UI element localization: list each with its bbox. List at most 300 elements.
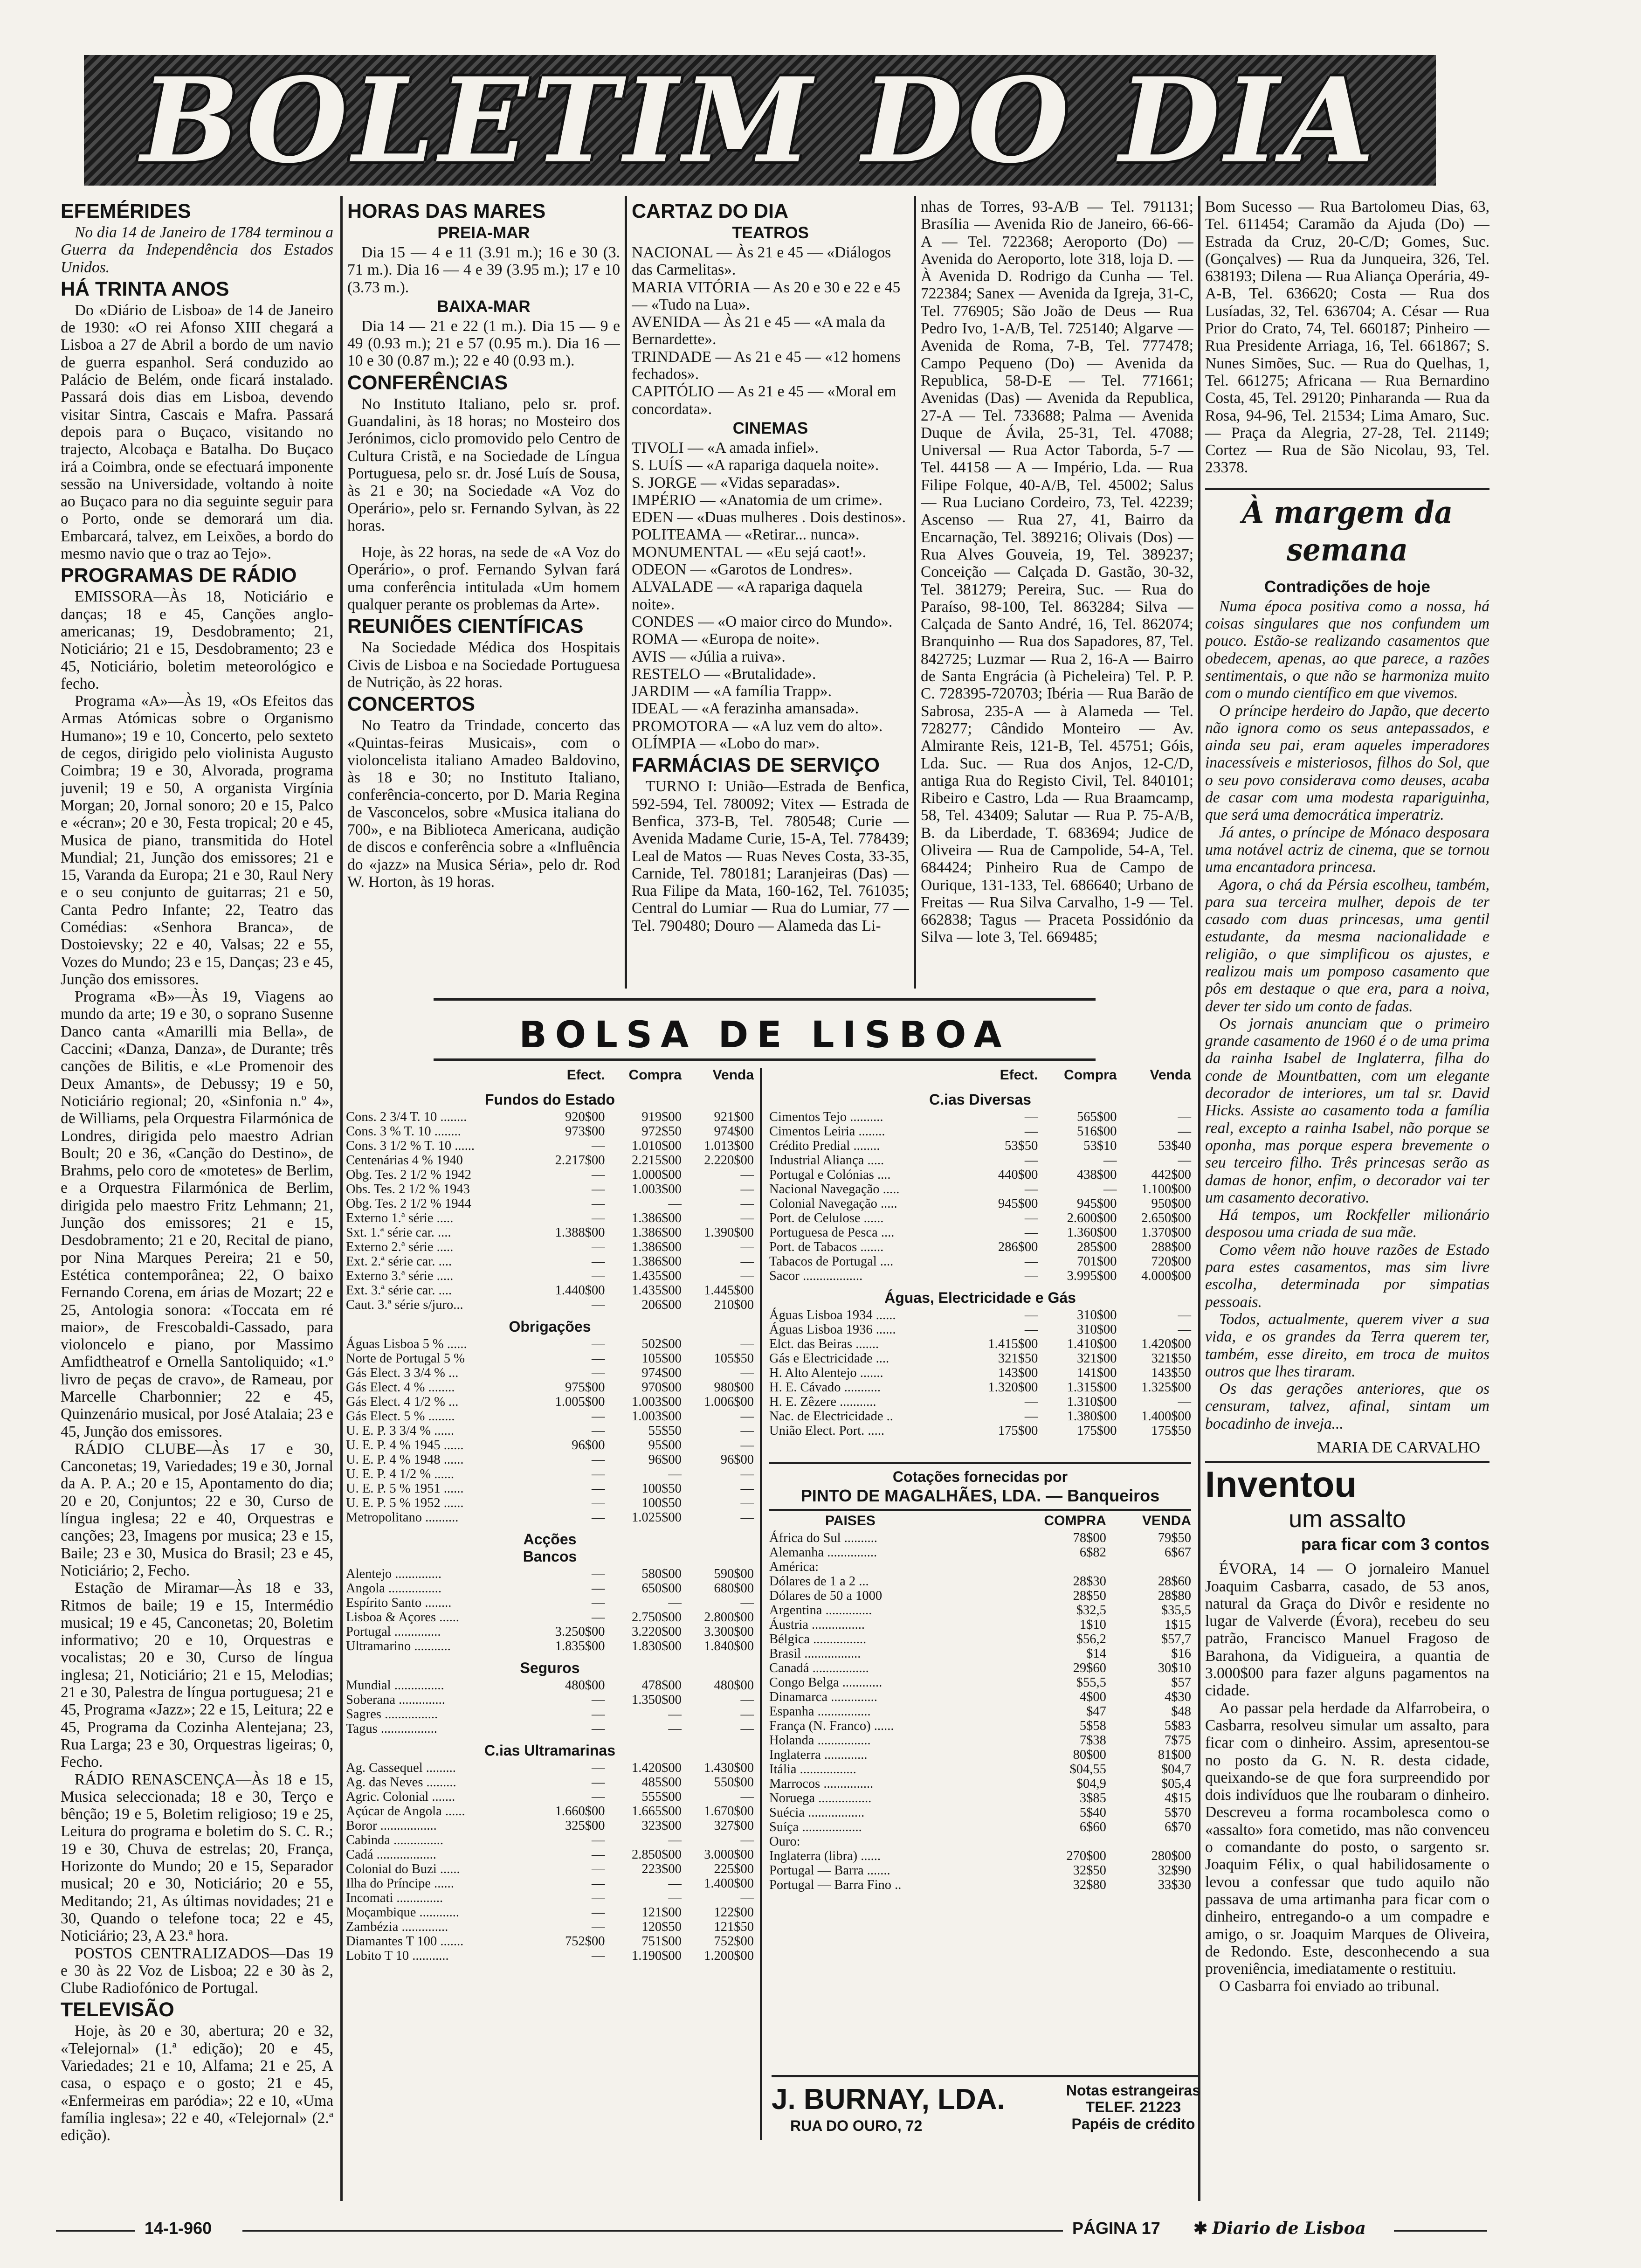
compra-value: 974$00	[641, 1366, 682, 1380]
currency-name: Alemanha ...............	[769, 1545, 877, 1560]
table-row	[769, 1834, 1191, 1849]
efect-value: —	[591, 1510, 605, 1525]
table-row	[346, 1833, 754, 1847]
table-row	[769, 1878, 1191, 1892]
cinema-item: S. JORGE — «Vidas separadas».	[632, 474, 840, 491]
cotacoes-heading: Cotações fornecidas por	[892, 1468, 1068, 1485]
venda-value: 1.445$00	[704, 1283, 754, 1298]
group-title: C.ias Ultramarinas	[484, 1742, 615, 1759]
compra-value: 175$00	[1076, 1424, 1117, 1438]
compra-value: 55$50	[648, 1424, 682, 1438]
teatro-item: CAPITÓLIO — As 21 e 45 — «Moral em concordata».	[632, 383, 896, 418]
table-row	[346, 1337, 754, 1351]
conferencias-text: Hoje, às 22 horas, na sede de «A Voz do Operário», o prof. Fernando Sylvan fará uma conferência intitulada «Um homem qualquer perante os problemas da Arte».	[347, 544, 620, 614]
table-row	[346, 1775, 754, 1790]
venda-value: —	[740, 1722, 754, 1736]
venda-value: 280$00	[1151, 1849, 1191, 1863]
security-name: Ilha do Príncipe ......	[346, 1876, 454, 1891]
efect-value: 286$00	[998, 1240, 1038, 1254]
table-row	[346, 1934, 754, 1949]
efect-value: —	[591, 1876, 605, 1891]
concertos-text: No Teatro da Trindade, concerto das «Quintas-feiras Musicais», com o violoncelista italiano Amadeo Baldovino, às 18 e 30; no Instituto Italiano, conferência-concerto, por D. Maria Regina de Vasconcelos, sobre «Musica italiana do 700», e na Biblioteca Americana, audição de discos e conferência sobre a «Influência do «jazz» na Musica Séria», pelo dr. Rod W. Horton, às 19 horas.	[347, 717, 620, 891]
venda-value: 1.325$00	[1141, 1380, 1191, 1395]
efect-value: —	[591, 1298, 605, 1312]
table-row	[769, 1675, 1191, 1690]
currency-name: Portugal — Barra .......	[769, 1863, 890, 1878]
article-paragraph: Numa época positiva como a nossa, há coisas singulares que nos confundem um pouco. Estão-se realizando casamentos que obedecem, apenas, ao que parece, a razões sentimentais, o que não se harmoniza muito com o mundo científico em que vivemos.	[1205, 597, 1489, 702]
venda-value: 1.370$00	[1141, 1225, 1191, 1240]
table-row	[769, 1574, 1191, 1589]
security-name: Lisboa & Açores ......	[346, 1610, 460, 1625]
compra-value: 141$00	[1076, 1366, 1117, 1380]
security-name: Ag. Cassequel .........	[346, 1761, 456, 1775]
currency-name: França (N. Franco) ......	[769, 1719, 894, 1733]
news-paragraph: ÉVORA, 14 — O jornaleiro Manuel Joaquim Casbarra, casado, de 53 anos, natural da Graça do Divôr e residente no lugar de Valverde (Évora), recebeu do seu patrão, Francisco Manuel Fragoso de Barahona, da Vidigueira, a quantia de 3.000$00 para fazer alguns pagamentos na cidade.	[1205, 1560, 1489, 1700]
table-row	[346, 1510, 754, 1525]
efect-value: —	[591, 1905, 605, 1920]
compra-value: 1.010$00	[632, 1139, 682, 1153]
security-name: Externo 3.ª série .....	[346, 1269, 454, 1283]
table-row	[346, 1876, 754, 1891]
compra-value: 502$00	[641, 1337, 682, 1351]
efect-value: 1.005$00	[555, 1395, 605, 1409]
article-paragraph: Os das gerações anteriores, que os censuram, talvez, afinal, sintam um bocadinho de inveja...	[1205, 1380, 1489, 1432]
security-name: Gás Elect. 4 % ........	[346, 1380, 455, 1395]
venda-value: 3.300$00	[704, 1625, 754, 1639]
compra-value: 1.003$00	[632, 1409, 682, 1424]
table-row	[769, 1704, 1191, 1719]
table-row	[346, 1124, 754, 1139]
table-row	[346, 1610, 754, 1625]
column-5	[1205, 198, 1489, 2203]
security-name: União Elect. Port. .....	[769, 1424, 884, 1438]
efect-value: 3.250$00	[555, 1625, 605, 1639]
security-name: Sxt. 1.ª série car. ....	[346, 1225, 451, 1240]
efect-value: 96$00	[572, 1438, 605, 1452]
cinema-item: IMPÉRIO — «Anatomia de um crime».	[632, 491, 883, 509]
efect-value: —	[591, 1168, 605, 1182]
table-row	[346, 1639, 754, 1653]
table-row	[769, 1661, 1191, 1675]
compra-value: 3$85	[1079, 1791, 1106, 1805]
col-header: VENDA	[1142, 1513, 1191, 1528]
security-name: Gás Elect. 4 1/2 % ...	[346, 1395, 459, 1409]
compra-value: 2.750$00	[632, 1610, 682, 1625]
efect-value: 325$00	[565, 1819, 605, 1833]
compra-value: 120$50	[641, 1920, 682, 1934]
venda-value: 950$00	[1151, 1196, 1191, 1211]
cinema-item: JARDIM — «A família Trapp».	[632, 683, 832, 700]
security-name: Ext. 3.ª série car. ....	[346, 1283, 452, 1298]
venda-value: —	[740, 1596, 754, 1610]
compra-value: 1.386$00	[632, 1211, 682, 1225]
efect-value: —	[591, 1211, 605, 1225]
efect-value: —	[1024, 1409, 1038, 1424]
efect-value: —	[591, 1833, 605, 1847]
cinema-item: OLÍMPIA — «Lobo do mar».	[632, 735, 820, 753]
table-row	[769, 1820, 1191, 1834]
security-name: Espírito Santo ........	[346, 1596, 452, 1610]
security-name: Cabinda ...............	[346, 1833, 443, 1847]
compra-value: $47	[1086, 1704, 1106, 1719]
compra-value: 310$00	[1076, 1308, 1117, 1322]
venda-value: —	[1178, 1110, 1191, 1124]
table-row	[769, 1168, 1191, 1182]
security-name: H. Alto Alentejo .......	[769, 1366, 883, 1380]
efect-value: —	[591, 1596, 605, 1610]
table-row	[769, 1337, 1191, 1351]
venda-value: —	[740, 1693, 754, 1707]
venda-value: —	[740, 1510, 754, 1525]
table-row	[346, 1949, 754, 1963]
venda-value: —	[740, 1337, 754, 1351]
compra-value: 478$00	[641, 1678, 682, 1693]
cinema-item: ODEON — «Garotos de Londres».	[632, 561, 853, 579]
table-row	[346, 1283, 754, 1298]
cinema-item: AVIS — «Júlia a ruiva».	[632, 648, 786, 665]
table-row	[346, 1168, 754, 1182]
burnay-line: Notas estrangeiras	[1066, 2082, 1200, 2099]
article-paragraph: Como vêem não houve razões de Estado para estes casamentos, mas sim livre escolha, determinada por simpatias pessoais.	[1205, 1241, 1489, 1311]
table-row	[769, 1777, 1191, 1791]
compra-value: 5$58	[1079, 1719, 1106, 1733]
cinema-item: IDEAL — «A ferazinha amansada».	[632, 700, 859, 718]
compra-value: 2.215$00	[632, 1153, 682, 1168]
security-name: Nacional Navegação .....	[769, 1182, 900, 1196]
venda-value: 4$30	[1165, 1690, 1191, 1704]
venda-value: 105$50	[714, 1351, 754, 1366]
cotacoes-source: PINTO DE MAGALHÃES, LDA. — Banqueiros	[769, 1486, 1191, 1511]
article-paragraph: Os jornais anunciam que o primeiro grande casamento de 1960 é o de uma prima da rainha Isabel de Inglaterra, filha do conde de Mountbatten, com um elegante decorador de interiores, um tal sr. David Hicks. Assiste ao casamento toda a família real, excepto a rainha Isabel, não porque se oponha, mas porque espera brevemente o seu terceiro filho. Três princesas serão as damas de honor, enfim, o decorador vai ter um casamento decorativo.	[1205, 1015, 1489, 1206]
compra-value: 1.420$00	[632, 1761, 682, 1775]
reunioes-heading: REUNIÕES CIENTÍFICAS	[347, 615, 584, 638]
compra-value: 516$00	[1076, 1124, 1117, 1139]
column-rule	[625, 196, 627, 989]
col-header: Venda	[712, 1067, 754, 1083]
security-name: Port. de Tabacos .......	[769, 1240, 884, 1254]
security-name: Obs. Tes. 2 1/2 % 1943	[346, 1182, 470, 1196]
tv-text: Hoje, às 20 e 30, abertura; 20 e 32, «Telejornal» (1.ª edição); 20 e 45, Variedades; 21 e 10, Alfama; 21 e 25, A casa, o espaço e o gosto; 21 e 45, «Enfermeiras em paródia»; 22 e 10, «Uma família inglesa»; 22 e 40, «Telejornal» (2.ª edição).	[61, 2022, 333, 2144]
security-name: Águas Lisboa 1934 ......	[769, 1308, 896, 1322]
table-row	[769, 1805, 1191, 1820]
venda-value	[1106, 1560, 1191, 1574]
compra-value: 1.350$00	[632, 1693, 682, 1707]
table-row	[346, 1395, 754, 1409]
table-row	[769, 1424, 1191, 1438]
efect-value: —	[591, 1409, 605, 1424]
compra-value: 555$00	[641, 1790, 682, 1804]
compra-value: 1.435$00	[632, 1283, 682, 1298]
compra-value: 2.600$00	[1067, 1211, 1117, 1225]
teatros-heading: TEATROS	[732, 224, 809, 242]
efect-value: —	[591, 1269, 605, 1283]
venda-value: 28$60	[1158, 1574, 1191, 1589]
security-name: Portugal e Colónias ....	[769, 1168, 891, 1182]
venda-value: 752$00	[714, 1934, 754, 1949]
venda-value: 3.000$00	[704, 1847, 754, 1862]
table-row	[769, 1395, 1191, 1409]
security-name: Obg. Tes. 2 1/2 % 1942	[346, 1168, 472, 1182]
table-row	[346, 1625, 754, 1639]
news-paragraph: Ao passar pela herdade da Alfarrobeira, o Casbarra, resolveu simular um assalto, para ficar com o dinheiro. Assim, apresentou-se no posto da G. N. R. desta cidade, queixando-se de que fora surpreendido por dois indivíduos que lhe roubaram o dinheiro. Descreveu a forma rocambolesca como o «assalto» fora cometido, mas não convenceu o comandante do posto, o sargento sr. Joaquim Félix, o qual habilidosamente o levou a confessar que tudo aquilo não passava de uma artimanha para ficar com o dinheiro, entregando-o a um compadre e amigo, o sr. Joaquim Marques de Oliveira, de Redondo. Este, desconhecendo a sua proveniência, imediatamente o restituiu.	[1205, 1699, 1489, 1978]
compra-value: 701$00	[1076, 1254, 1117, 1269]
security-name: Port. de Celulose ......	[769, 1211, 884, 1225]
compra-value: 970$00	[641, 1380, 682, 1395]
venda-value: —	[740, 1707, 754, 1722]
col-header: Compra	[628, 1067, 682, 1083]
compra-value: 1.386$00	[632, 1254, 682, 1269]
venda-value: 1.400$00	[704, 1876, 754, 1891]
venda-value: 121$50	[714, 1920, 754, 1934]
efect-value: 53$50	[1005, 1139, 1038, 1153]
table-row	[769, 1863, 1191, 1878]
farmacias-continued: Bom Sucesso — Rua Bartolomeu Dias, 63, Tel. 611454; Caramão da Ajuda (Do) — Estrada da Cruz, 20-C/D; Gomes, Suc. (Gonçalves) — Rua da Junqueira, 326, Tel. 638193; Dilena — Rua Aliança Operária, 49-A-B, Tel. 636620; Costa — Rua dos Lusíadas, 32, Tel. 636704; A. César — Rua Prior do Crato, 74, Tel. 660187; Pinheiro — Rua Presidente Arriaga, 16, Tel. 661867; S. Nunes Simões, Suc. — Rua do Quelhas, 1, Tel. 661275; Africana — Rua Bernardino Costa, 45, Tel. 29120; Pinharanda — Rua da Rosa, 94-96, Tel. 21534; Lima Amaro, Suc. — Praça da Alegria, 27-28, Tel. 21149; Cortez — Rua de São Nicolau, 93, Tel. 23378.	[1205, 198, 1489, 477]
efect-value: —	[1024, 1153, 1038, 1168]
security-name: Mundial ...............	[346, 1678, 444, 1693]
venda-value: —	[740, 1481, 754, 1496]
efect-value: —	[591, 1920, 605, 1934]
efect-value: —	[591, 1790, 605, 1804]
venda-value: —	[740, 1211, 754, 1225]
security-name: Águas Lisboa 1936 ......	[769, 1322, 896, 1337]
venda-value: 321$50	[1151, 1351, 1191, 1366]
radio-paragraph: Programa «A»—Às 19, «Os Efeitos das Armas Atómicas sobre o Organismo Humano»; 19 e 10, Concerto, pelo sexteto de cegos, dirigido pelo violinista Augusto Coimbra; 19 e 30, Alvorada, programa juvenil; 19 e 50, A organista Virgínia Morgan; 20, Jornal sonoro; 20 e 15, Palco e «écran»; 20 e 30, Festa tropical; 20 e 45, Musica de piano, transmitida do Hotel Mundial; 21, Junção dos emissores; 21 e 15, Varanda da Europa; 21 e 30, Raul Nery e o seu conjunto de guitarras; 21 e 50, Canta Pedro Infante; 22, Teatro das Comédias: «Senhora Branca», de Dostoievsky; 22 e 40, Valsas; 22 e 55, Vozes do Mundo; 23 e 15, Danças; 23 e 45, Junção dos emissores.	[61, 692, 333, 988]
table-row	[769, 1791, 1191, 1805]
compra-value: 1.435$00	[632, 1269, 682, 1283]
mares-heading: HORAS DAS MARES	[347, 200, 546, 222]
venda-value: 327$00	[714, 1819, 754, 1833]
bolsa-left-table	[346, 1068, 754, 1963]
efect-value: —	[1024, 1225, 1038, 1240]
burnay-line: TELEF. 21223	[1085, 2099, 1181, 2116]
efemerides-text: No dia 14 de Janeiro de 1784 terminou a Guerra da Independência dos Estados Unidos.	[61, 224, 333, 276]
venda-value: 1.006$00	[704, 1395, 754, 1409]
efect-value: —	[591, 1240, 605, 1254]
table-row	[346, 1722, 754, 1736]
compra-value: 29$60	[1073, 1661, 1106, 1675]
compra-value: 6$82	[1079, 1545, 1106, 1560]
venda-value: 143$50	[1151, 1366, 1191, 1380]
efect-value: —	[591, 1496, 605, 1510]
concertos-heading: CONCERTOS	[347, 693, 475, 716]
security-name: Cons. 2 3/4 T. 10 ........	[346, 1110, 467, 1124]
security-name: Cadá ..................	[346, 1847, 436, 1862]
table-row	[346, 1496, 754, 1510]
tv-heading: TELEVISÃO	[61, 1998, 174, 2021]
compra-value: —	[668, 1891, 682, 1905]
efect-value: —	[1024, 1395, 1038, 1409]
venda-value: 2.800$00	[704, 1610, 754, 1625]
efect-value: —	[591, 1722, 605, 1736]
compra-value: 1.025$00	[632, 1510, 682, 1525]
table-row	[346, 1862, 754, 1876]
compra-value: —	[668, 1876, 682, 1891]
article-paragraph: Há tempos, um Rockfeller milionário desposou uma criada de sua mãe.	[1205, 1206, 1489, 1241]
venda-value: —	[740, 1467, 754, 1481]
compra-value: 945$00	[1076, 1196, 1117, 1211]
efect-value: 1.835$00	[555, 1639, 605, 1653]
table-row	[769, 1139, 1191, 1153]
efect-value: —	[591, 1351, 605, 1366]
table-row	[769, 1269, 1191, 1283]
venda-value: 1.390$00	[704, 1225, 754, 1240]
group-title: Águas, Electricidade e Gás	[884, 1289, 1076, 1306]
radio-paragraph: Programa «B»—Às 19, Viagens ao mundo da arte; 19 e 30, o soprano Susenne Danco canta «Amarilli mia Bella», de Caccini; «Danza, Danza», de Durante; três canções de Bilitis, e «Le Promenoir des Deux Amants», de Debussy; 19 e 50, Noticiário regional; 20, «Sinfonia n.º 4», de Williams, pela Orquestra Filarmónica de Londres, dirigida pelo maestro Adrian Boult; 20 e 36, «Canção do Destino», de Brahms, pelo coro de «motetes» de Berlim, e a Orquestra Filarmónica de Berlim, dirigida pelo maestro Fritz Lehmann; 21, Junção dos emissores; 21 e 15, Desdobramento; 21 e 20, Recital de piano, por Nina Marques Pereira; 21 e 50, Estética contemporânea; 22, O baixo Fernando Corena, em árias de Mozart; 22 e 25, Antologia sonora: «Toccata em ré maior», de Frescobaldi-Cassado, para violoncelo e piano, por Massimo Amfidtheatrof e Ornella Santoliquido; «1.º livro de peças de cravo», de Rameau, por Marcelle Charbonnier; 22 e 45, Quinzenário musical, por José Atalaia; 23 e 45, Junção dos emissores.	[61, 988, 333, 1440]
security-name: H. E. Zêzere ...........	[769, 1395, 876, 1409]
security-name: Gás Elect. 3 3/4 % ...	[346, 1366, 459, 1380]
venda-value: $16	[1171, 1646, 1191, 1661]
inventou-subtitle: um assalto	[1289, 1506, 1406, 1533]
security-name: U. E. P. 3 3/4 % ......	[346, 1424, 454, 1438]
compra-value: 1.665$00	[632, 1804, 682, 1819]
compra-value: 6$60	[1079, 1820, 1106, 1834]
compra-value: 78$00	[1073, 1531, 1106, 1545]
venda-value: $04,7	[1161, 1762, 1191, 1777]
compra-value: 1.190$00	[632, 1949, 682, 1963]
column-1	[61, 198, 333, 2199]
venda-value: 53$40	[1158, 1139, 1191, 1153]
efect-value: 480$00	[565, 1678, 605, 1693]
currency-name: Espanha ................	[769, 1704, 871, 1719]
security-name: Norte de Portugal 5 %	[346, 1351, 465, 1366]
cinema-item: S. LUÍS — «A rapariga daquela noite».	[632, 456, 879, 474]
compra-value: 1.410$00	[1067, 1337, 1117, 1351]
currency-name: Canadá .................	[769, 1661, 869, 1675]
compra-value: 650$00	[641, 1581, 682, 1596]
currency-name: Inglaterra .............	[769, 1748, 868, 1762]
venda-value: —	[740, 1240, 754, 1254]
compra-value: 2.850$00	[632, 1847, 682, 1862]
table-row	[346, 1424, 754, 1438]
cartaz-heading: CARTAZ DO DIA	[632, 200, 789, 222]
compra-value: 751$00	[641, 1934, 682, 1949]
security-name: Águas Lisboa 5 % ......	[346, 1337, 467, 1351]
group-title: Fundos do Estado	[484, 1091, 615, 1108]
column-3	[632, 198, 909, 986]
compra-value: 310$00	[1076, 1322, 1117, 1337]
security-name: Cimentos Tejo ..........	[769, 1110, 883, 1124]
trinta-anos-heading: HÁ TRINTA ANOS	[61, 277, 229, 300]
venda-value: —	[740, 1254, 754, 1269]
efect-value: 440$00	[998, 1168, 1038, 1182]
table-row	[346, 1254, 754, 1269]
currency-name: Marrocos ...............	[769, 1777, 874, 1791]
compra-value: 105$00	[641, 1351, 682, 1366]
compra-value: 321$00	[1076, 1351, 1117, 1366]
cinema-item: PROMOTORA — «A luz vem do alto».	[632, 717, 883, 735]
table-row	[346, 1790, 754, 1804]
cinema-item: TIVOLI — «A amada infiel».	[632, 439, 819, 456]
security-name: Externo 2.ª série .....	[346, 1240, 454, 1254]
efect-value: —	[591, 1847, 605, 1862]
compra-value: 1.310$00	[1067, 1395, 1117, 1409]
compra-value: 32$80	[1073, 1878, 1106, 1892]
compra-value: 3.220$00	[632, 1625, 682, 1639]
venda-value: 4.000$00	[1141, 1269, 1191, 1283]
venda-value: —	[740, 1424, 754, 1438]
efect-value: —	[1024, 1322, 1038, 1337]
currency-name: Brasil .................	[769, 1646, 861, 1661]
venda-value: 210$00	[714, 1298, 754, 1312]
security-name: H. E. Cávado ...........	[769, 1380, 881, 1395]
bolsa-right-table	[769, 1068, 1191, 1438]
efect-value: —	[591, 1254, 605, 1269]
security-name: Metropolitano ..........	[346, 1510, 459, 1525]
group-title: C.ias Diversas	[929, 1091, 1031, 1108]
table-row	[769, 1322, 1191, 1337]
table-row	[346, 1761, 754, 1775]
compra-value: 4$00	[1079, 1690, 1106, 1704]
table-row	[769, 1124, 1191, 1139]
security-name: Cons. 3 1/2 % T. 10 ......	[346, 1139, 475, 1153]
table-row	[346, 1567, 754, 1581]
efect-value: —	[1024, 1211, 1038, 1225]
venda-value: —	[740, 1182, 754, 1196]
currency-name: Dólares de 1 a 2 ...	[769, 1574, 869, 1589]
cinema-item: MONUMENTAL — «Eu sejá caot!».	[632, 543, 867, 561]
teatro-item: NACIONAL — Às 21 e 45 — «Diálogos das Carmelitas».	[632, 244, 891, 279]
venda-value: 720$00	[1151, 1254, 1191, 1269]
venda-value: 480$00	[714, 1678, 754, 1693]
efect-value: —	[1024, 1124, 1038, 1139]
compra-value: $32,5	[1076, 1603, 1106, 1618]
security-name: Tagus .................	[346, 1722, 437, 1736]
compra-value: 80$00	[1073, 1748, 1106, 1762]
venda-value: $35,5	[1161, 1603, 1191, 1618]
table-row	[346, 1409, 754, 1424]
currency-name: Áustria ................	[769, 1618, 865, 1632]
compra-value: —	[668, 1467, 682, 1481]
table-row	[346, 1920, 754, 1934]
efect-value: 1.320$00	[988, 1380, 1038, 1395]
table-row	[346, 1139, 754, 1153]
article-paragraph: Agora, o chá da Pérsia escolheu, também, para sua terceira mulher, depois de ter casado com duas princesas, uma gentil estudante, da mesma nacionalidade e religião, o que simplificou os ajustes, e realizou mais um pomposo casamento que pôs em destaque o que era, para a noiva, dever ter sido um conto de fadas.	[1205, 876, 1489, 1015]
venda-value: 1.840$00	[704, 1639, 754, 1653]
table-row	[346, 1596, 754, 1610]
table-row	[769, 1153, 1191, 1168]
table-row	[346, 1693, 754, 1707]
efect-value: 973$00	[565, 1124, 605, 1139]
table-row	[346, 1380, 754, 1395]
table-row	[769, 1589, 1191, 1603]
venda-value: —	[740, 1168, 754, 1182]
security-name: Gás e Electricidade ....	[769, 1351, 889, 1366]
venda-value: 1.100$00	[1141, 1182, 1191, 1196]
compra-value: 100$50	[641, 1496, 682, 1510]
burnay-ad	[772, 2075, 1200, 2136]
security-name: Sacor ..................	[769, 1269, 863, 1283]
efect-value: 752$00	[565, 1934, 605, 1949]
table-row	[346, 1581, 754, 1596]
compra-value: $04,55	[1069, 1762, 1106, 1777]
compra-value: 1.360$00	[1067, 1225, 1117, 1240]
group-title: Obrigações	[509, 1318, 591, 1335]
compra-value: —	[668, 1707, 682, 1722]
inventou-title: Inventou	[1205, 1464, 1357, 1505]
efect-value: —	[1024, 1254, 1038, 1269]
currency-name: Itália .................	[769, 1762, 856, 1777]
compra-value: —	[1103, 1182, 1117, 1196]
compra-value: $04,9	[1076, 1777, 1106, 1791]
table-row	[346, 1891, 754, 1905]
currency-name: Argentina ..............	[769, 1603, 872, 1618]
margem-title: À margem da semana	[1241, 494, 1453, 568]
efect-value: 175$00	[998, 1424, 1038, 1438]
col-header: Compra	[1064, 1067, 1117, 1083]
article-paragraph: Já antes, o príncipe de Mónaco desposara uma notável actriz de cinema, que se tornou uma encantadora princesa.	[1205, 823, 1489, 876]
currency-name: Dinamarca ..............	[769, 1690, 877, 1704]
table-row	[346, 1153, 754, 1168]
